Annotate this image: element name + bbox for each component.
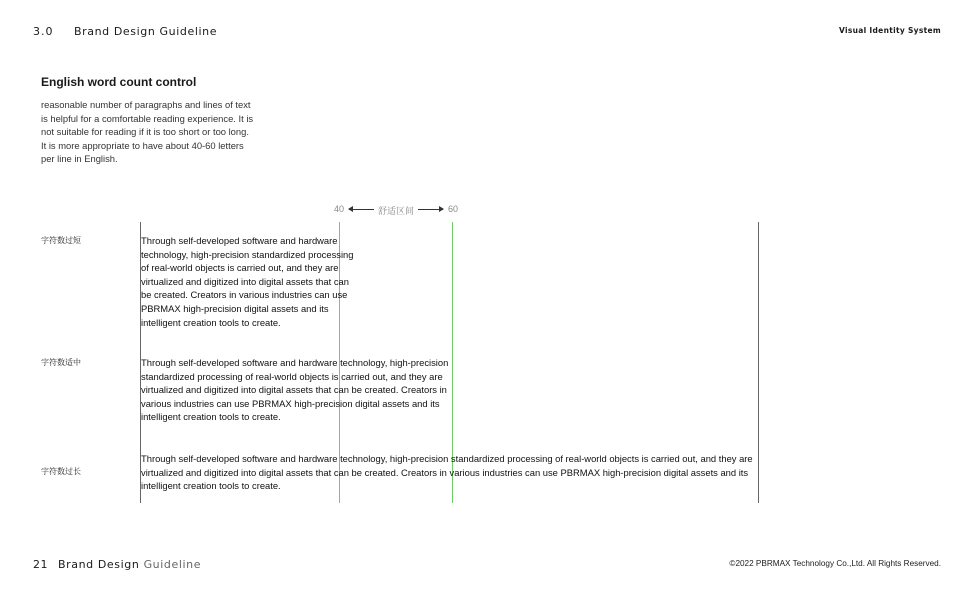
copyright-text: ©2022 PBRMAX Technology Co.,Ltd. All Rights Reserved.: [729, 559, 941, 568]
sample-short-label: 字符数过短: [41, 236, 81, 245]
page-number: 21: [33, 558, 48, 571]
guide-left-arrow: [349, 209, 374, 210]
paragraph-line: intelligent creation tools to create.: [141, 316, 281, 328]
guide-zone-label: 舒适区间: [378, 206, 415, 216]
paragraph-line: Through self-developed software and hardware: [141, 235, 338, 246]
header-title: Brand Design Guideline: [74, 25, 218, 38]
section-description: reasonable number of paragraphs and lines of text is helpful for a comfortable reading experience. It is not suitable for reading if it is too short or too long. It is more appropriate to have about 40-60 letters per line in English.: [41, 99, 254, 164]
paragraph-line: virtualized and digitized into digital assets that can be created. Creators in: [141, 384, 447, 396]
paragraph-line: intelligent creation tools to create.: [141, 411, 281, 423]
footer-brand-primary: Brand Design: [58, 558, 140, 571]
paragraph-line: various industries can use PBRMAX high-precision digital assets and its: [141, 397, 440, 409]
guide-min-label: 40: [334, 204, 345, 214]
paragraph-line: be created. Creators in various industries can use: [141, 289, 348, 301]
paragraph-line: virtualized and digitized into digital assets that can: [141, 275, 349, 287]
paragraph-line: technology, high-precision standardized processing: [141, 248, 354, 260]
guide-right-arrow: [418, 209, 443, 210]
guide-max-label: 60: [448, 204, 459, 214]
sample-long-paragraph: [141, 452, 753, 493]
sample-medium-label: 字符数适中: [41, 358, 81, 367]
sample-long-label: 字符数过长: [41, 467, 81, 476]
section-title: English word count control: [41, 75, 197, 89]
paragraph-line: intelligent creation tools to create.: [141, 480, 281, 492]
paragraph-line: standardized processing of real-world objects is carried out, and they are: [141, 370, 443, 382]
paragraph-line: of real-world objects is carried out, and they are: [141, 262, 339, 274]
right-boundary-line: [758, 222, 759, 503]
header-right-text: Visual Identity System: [839, 26, 941, 35]
paragraph-line: virtualized and digitized into digital assets that can be created. Creators in various industries can use PBRMAX high-precision digital assets and its: [141, 466, 749, 478]
paragraph-line: Through self-developed software and hardware technology, high-precision standardized processing of real-world objects is carried out, and they are: [141, 453, 753, 464]
sample-medium-paragraph: [141, 356, 448, 424]
paragraph-line: Through self-developed software and hardware technology, high-precision: [141, 357, 449, 368]
sample-short-paragraph: [141, 234, 353, 329]
paragraph-line: PBRMAX high-precision digital assets and its: [141, 302, 329, 314]
footer-brand: [58, 558, 201, 571]
section-number: 3.0: [33, 25, 54, 38]
footer-brand-secondary: Guideline: [143, 558, 202, 571]
